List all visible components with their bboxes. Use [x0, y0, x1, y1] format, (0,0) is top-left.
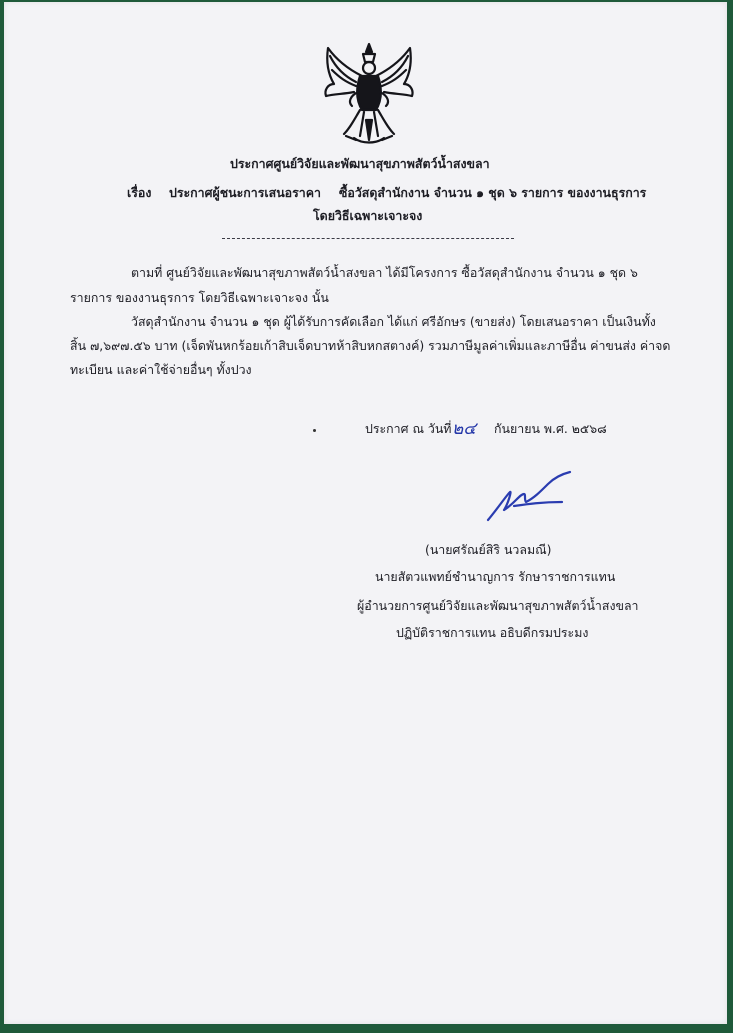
garuda-emblem-icon [316, 40, 422, 148]
subject-detail: ซื้อวัสดุสำนักงาน จำนวน ๑ ชุด ๖ รายการ ของงานธุรการ [339, 185, 647, 200]
announcement-title: ประกาศศูนย์วิจัยและพัฒนาสุขภาพสัตว์น้ำสงขลา [230, 156, 490, 171]
date-month-year: กันยายน พ.ศ. ๒๕๖๘ [494, 421, 607, 436]
signature-icon [484, 470, 584, 526]
signer-name: (นายศรัณย์สิริ นวลมณี) [425, 542, 552, 557]
paragraph2-line1: วัสดุสำนักงาน จำนวน ๑ ชุด ผู้ได้รับการคัดเลือก ได้แก่ ศรีอักษร (ขายส่ง) โดยเสนอราคา เป็นเงินทั้ง [131, 314, 656, 329]
document-page [4, 2, 727, 1024]
subject-text: ประกาศผู้ชนะการเสนอราคา [169, 185, 321, 200]
signer-position-1: นายสัตวแพทย์ชำนาญการ รักษาราชการแทน [375, 569, 616, 584]
paragraph1-line2: รายการ ของงานธุรการ โดยวิธีเฉพาะเจาะจง นั้น [70, 290, 329, 305]
paragraph2-line2: สิ้น ๗,๖๙๗.๕๖ บาท (เจ็ดพันหกร้อยเก้าสิบเจ็ดบาทห้าสิบหกสตางค์) รวมภาษีมูลค่าเพิ่มและภาษีอื่น ค่าขนส่ง ค่าจด [70, 338, 671, 353]
stray-dot [313, 429, 316, 432]
handwritten-day: ๒๔ [452, 419, 477, 439]
signer-position-3: ปฏิบัติราชการแทน อธิบดีกรมประมง [396, 625, 589, 640]
subject-method: โดยวิธีเฉพาะเจาะจง [313, 208, 423, 223]
paragraph1-line1: ตามที่ ศูนย์วิจัยและพัฒนาสุขภาพสัตว์น้ำสงขลา ได้มีโครงการ ซื้อวัสดุสำนักงาน จำนวน ๑ ชุด ๖ [131, 265, 638, 280]
paragraph2-line3: ทะเบียน และค่าใช้จ่ายอื่นๆ ทั้งปวง [70, 362, 252, 377]
signer-position-2: ผู้อำนวยการศูนย์วิจัยและพัฒนาสุขภาพสัตว์น้ำสงขลา [357, 598, 639, 613]
date-prefix: ประกาศ ณ วันที่ [365, 421, 452, 436]
subject-label: เรื่อง [127, 185, 152, 200]
separator-line [222, 238, 514, 239]
